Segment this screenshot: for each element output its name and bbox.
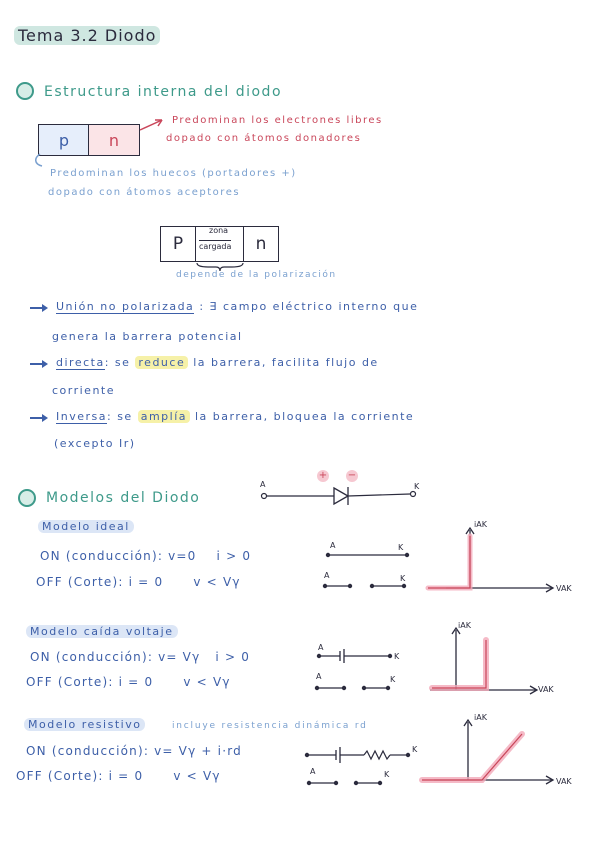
bullet3-highlight: amplía (138, 410, 190, 423)
diode-k-label: K (414, 482, 420, 491)
diode-symbol-icon (258, 484, 418, 508)
bullet2-rest: la barrera, facilita flujo de (193, 356, 379, 369)
model1-off-k: K (400, 574, 406, 583)
model3-title (24, 718, 145, 731)
n-label: n (108, 130, 120, 150)
arrow-icon-2 (30, 363, 46, 365)
model3-x-axis-label: VAK (556, 777, 572, 786)
n-label-2: n (255, 234, 267, 254)
bullet3-term: Inversa (56, 410, 107, 423)
model1-off-line: OFF (Corte): i = 0 v < Vγ (36, 575, 241, 589)
model2-iv-graph (426, 626, 542, 694)
diode-plus: + (318, 470, 328, 481)
pointer-arrow-right (138, 116, 168, 136)
bullet3-rest: la barrera, bloquea la corriente (195, 410, 415, 423)
zone-label-line2: cargada (199, 242, 232, 251)
model2-on-k: K (394, 652, 400, 661)
bullet2-sep: : se (104, 356, 131, 369)
model1-on-circuit (325, 550, 415, 560)
bullet2-term: directa (56, 356, 105, 369)
model2-off-a: A (316, 672, 322, 681)
model1-title-text: Modelo ideal (38, 520, 134, 533)
diode-minus: − (347, 470, 357, 481)
zone-label-line1: zona (209, 226, 229, 235)
p-label-2: P (172, 234, 184, 254)
diode-a-label: A (260, 480, 266, 489)
model3-title-text: Modelo resistivo (24, 718, 145, 731)
model1-on-a: A (330, 541, 336, 550)
model1-on-line: ON (conducción): v=0 i > 0 (40, 549, 252, 563)
p-note-line2: dopado con átomos aceptores (48, 187, 241, 198)
model1-iv-graph (426, 526, 556, 594)
model1-x-axis-label: VAK (556, 584, 572, 593)
charged-zone (195, 226, 243, 262)
model2-x-axis-label: VAK (538, 685, 554, 694)
model2-off-line: OFF (Corte): i = 0 v < Vγ (26, 675, 231, 689)
model3-on-line: ON (conducción): v= Vγ + i·rd (26, 744, 242, 758)
model2-off-k: K (390, 675, 396, 684)
model3-on-k: K (412, 745, 418, 754)
p-label: p (58, 130, 70, 150)
model3-y-axis-label: iAK (474, 713, 487, 722)
section-bullet-icon (16, 82, 34, 100)
n-note-line2: dopado con átomos donadores (166, 133, 362, 144)
n-region-2 (243, 226, 279, 262)
n-note-line1: Predominan los electrones libres (172, 115, 383, 126)
bullet1-term: Unión no polarizada (56, 300, 195, 313)
p-note-line1: Predominan los huecos (portadores +) (50, 168, 297, 179)
page-title-text: Tema 3.2 Diodo (14, 26, 160, 45)
bullet2-highlight: reduce (135, 356, 188, 369)
zone-caption: depende de la polarización (176, 270, 337, 280)
model2-off-circuit (314, 683, 394, 693)
n-region (88, 124, 140, 156)
model2-on-line: ON (conducción): v= Vγ i > 0 (30, 650, 251, 664)
model3-off-a: A (310, 767, 316, 776)
bullet1-line2: genera la barrera potencial (52, 330, 243, 343)
arrow-icon-1 (30, 307, 46, 309)
section1-heading: Estructura interna del diodo (44, 84, 283, 100)
model3-off-circuit (306, 778, 386, 788)
model1-off-a: A (324, 571, 330, 580)
model3-note: incluye resistencia dinámica rd (172, 721, 368, 731)
section2-heading: Modelos del Diodo (46, 490, 201, 506)
bullet2-line2: corriente (52, 384, 116, 397)
model1-y-axis-label: iAK (474, 520, 487, 529)
model1-on-k: K (398, 543, 404, 552)
model2-y-axis-label: iAK (458, 621, 471, 630)
model2-on-circuit (316, 648, 396, 664)
model1-title (38, 520, 134, 533)
bullet3-line2: (excepto Ir) (54, 437, 136, 450)
arrow-icon-3 (30, 417, 46, 419)
bullet3-line1 (56, 410, 414, 423)
p-region-2 (160, 226, 196, 262)
bullet2-line1 (56, 356, 379, 369)
page-title (14, 26, 160, 45)
pointer-arrow-left (32, 152, 52, 170)
model2-on-a: A (318, 643, 324, 652)
model3-off-line: OFF (Corte): i = 0 v < Vγ (16, 769, 221, 783)
bullet1-line1 (56, 300, 418, 313)
section-bullet-icon-2 (18, 489, 36, 507)
model2-title-text: Modelo caída voltaje (26, 625, 178, 638)
bullet3-sep: : se (107, 410, 133, 423)
bullet1-rest: : ∃ campo eléctrico interno que (199, 300, 419, 313)
model3-iv-graph (420, 718, 556, 786)
model3-on-circuit (304, 746, 412, 764)
model1-off-circuit (322, 581, 412, 591)
model2-title (26, 625, 178, 638)
model3-off-k: K (384, 770, 390, 779)
